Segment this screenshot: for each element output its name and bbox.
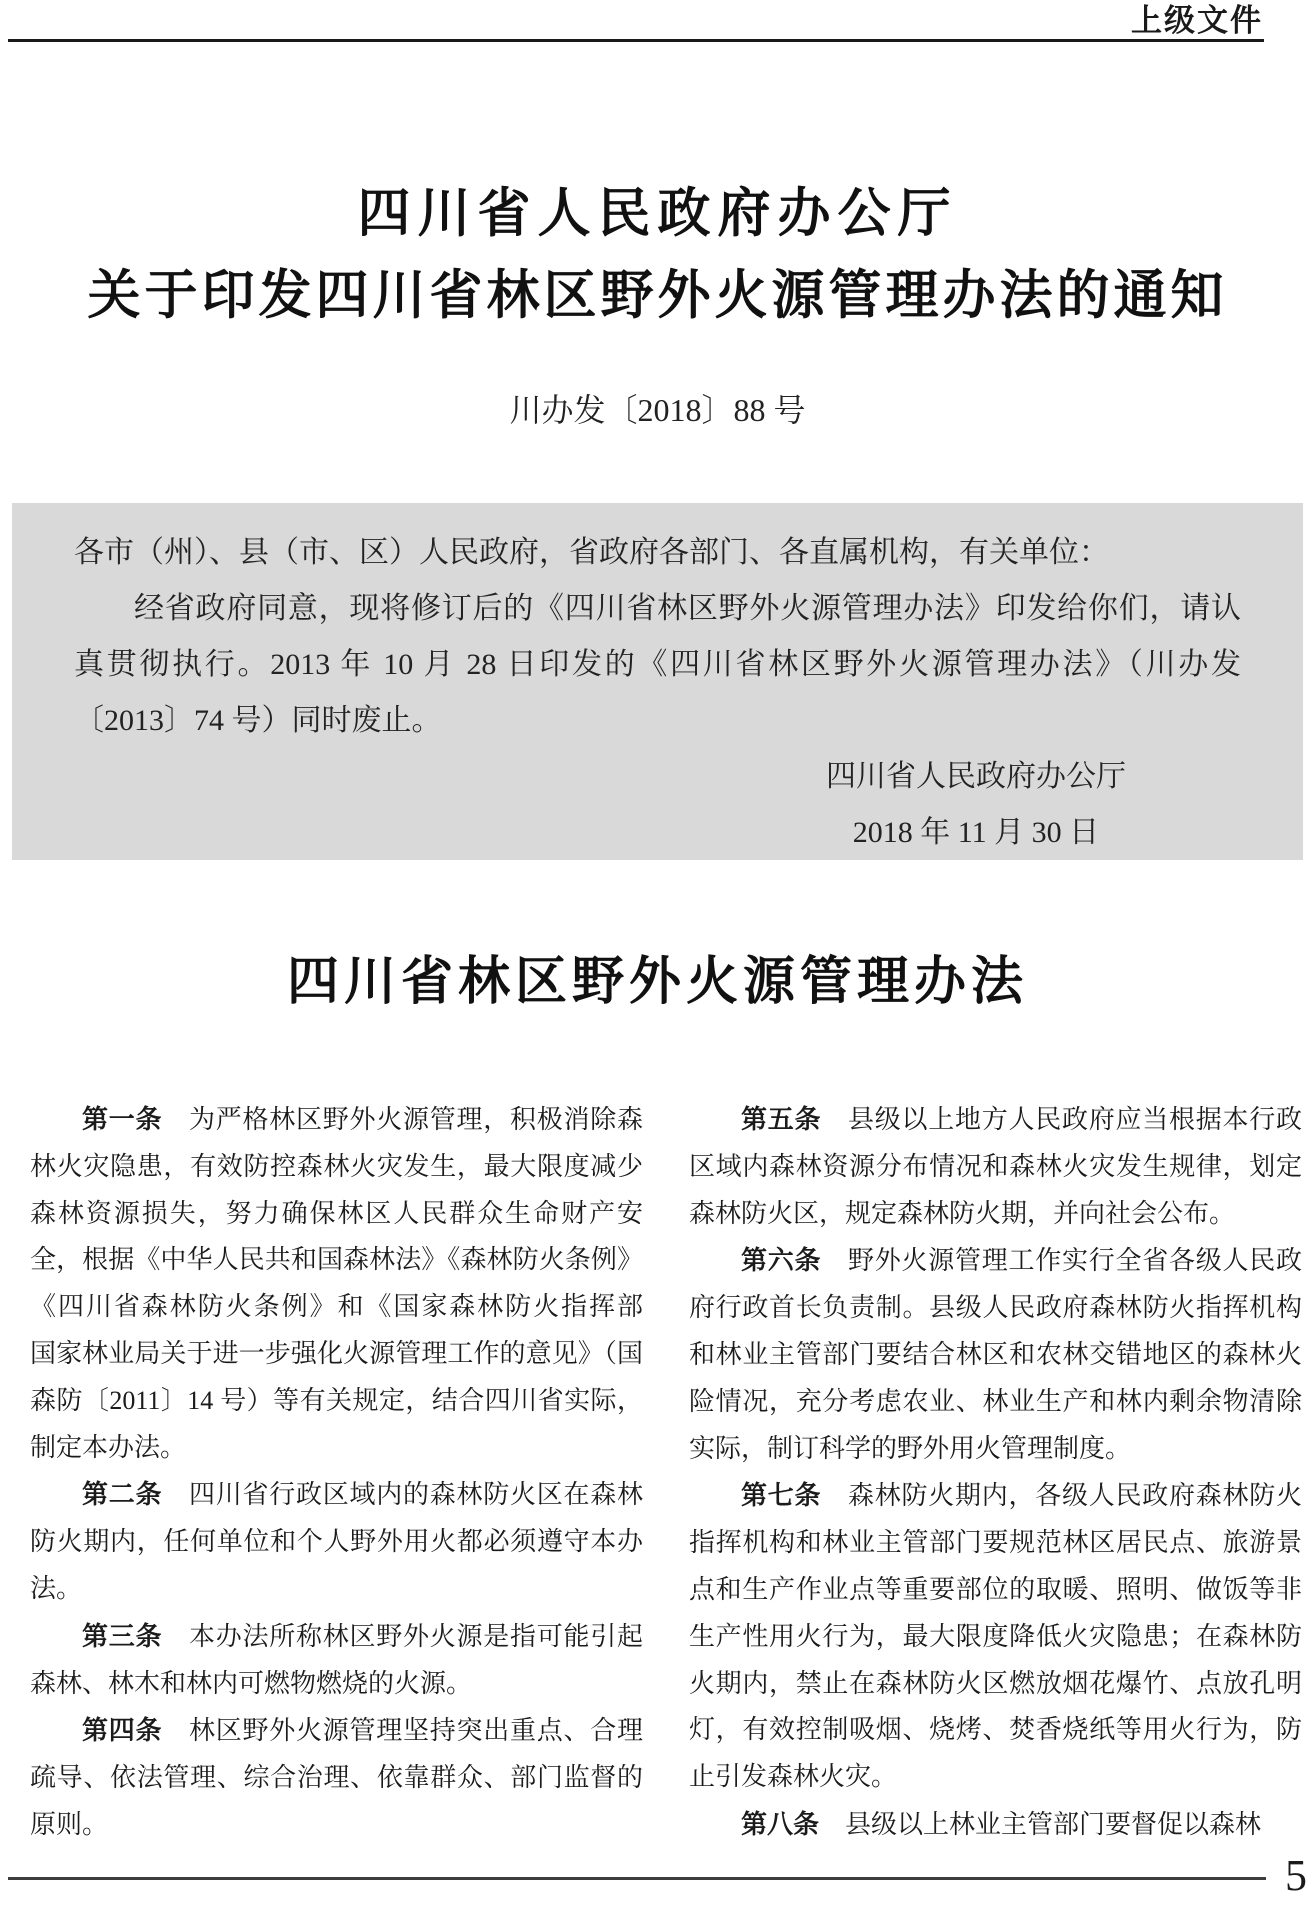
- article-text: 林区野外火源管理坚持突出重点、合理疏导、依法管理、综合治理、依靠群众、部门监督的原则。: [30, 1716, 643, 1839]
- regulation-column-left: [30, 1096, 670, 1849]
- article-number: 第五条: [741, 1104, 822, 1134]
- article-number: 第七条: [741, 1480, 822, 1511]
- page-number: 5: [1285, 1851, 1307, 1900]
- article-text: 森林防火期内，各级人民政府森林防火指挥机构和林业主管部门要规范林区居民点、旅游景点和生产作业点等重要部位的取暖、照明、做饭等非生产性用火行为，最大限度降低火灾隐患；在森林防火期内，禁止在森林防火区燃放烟花爆竹、点放孔明灯，有效控制吸烟、烧烤、焚香烧纸等用火行为，防止引发森林火灾。: [689, 1481, 1302, 1792]
- article-text: 野外火源管理工作实行全省各级人民政府行政首长负责制。县级人民政府森林防火指挥机构和林业主管部门要结合林区和农林交错地区的森林火险情况，充分考虑农业、林业生产和林内剩余物清除实际，制订科学的野外用火管理制度。: [689, 1246, 1302, 1463]
- article-paragraph: [30, 1707, 643, 1848]
- article-number: 第六条: [741, 1245, 822, 1276]
- article-paragraph: [30, 1471, 643, 1612]
- article-number: 第二条: [82, 1479, 163, 1510]
- regulation-column-right: [689, 1096, 1302, 1849]
- header-rule: [8, 39, 1264, 42]
- article-number: 第三条: [82, 1620, 163, 1651]
- running-head-label: 上级文件: [1131, 3, 1263, 38]
- article-paragraph: [30, 1613, 643, 1708]
- footer-rule: [8, 1877, 1266, 1880]
- article-text: 本办法所称林区野外火源是指可能引起森林、林木和林内可燃物燃烧的火源。: [30, 1621, 643, 1698]
- document-number: 川办发〔2018〕88 号: [509, 392, 806, 428]
- article-text: 四川省行政区域内的森林防火区在森林防火期内，任何单位和个人野外用火都必须遵守本办法。: [30, 1480, 643, 1603]
- regulation-body: [30, 1096, 1302, 1849]
- notice-title: [0, 183, 1315, 327]
- notice-title-line1: 四川省人民政府办公厅: [357, 185, 958, 243]
- letter-salutation: 各市（州）、县（市、区）人民政府，省政府各部门、各直属机构，有关单位：: [74, 536, 1109, 569]
- article-text: 为严格林区野外火源管理，积极消除森林火灾隐患，有效防控森林火灾发生，最大限度减少森林资源损失，努力确保林区人民群众生命财产安全，根据《中华人民共和国森林法》《森林防火条例》《四川省森林防火条例》和《国家森林防火指挥部 国家林业局关于进一步强化火源管理工作的意见》（国森防〔2011〕14 号）等有关规定，结合四川省实际，制定本办法。: [30, 1105, 670, 1462]
- article-paragraph: [689, 1472, 1302, 1801]
- article-paragraph: [689, 1801, 1302, 1849]
- letter-date: 2018 年 11 月 30 日: [852, 816, 1100, 849]
- letter-box: [12, 503, 1303, 860]
- article-number: 第八条: [741, 1808, 820, 1839]
- letter-body: 经省政府同意，现将修订后的《四川省林区野外火源管理办法》印发给你们，请认真贯彻执行。2013 年 10 月 28 日印发的《四川省林区野外火源管理办法》（川办发〔2013〕74 号）同时废止。: [74, 592, 1241, 737]
- article-paragraph: [689, 1237, 1302, 1472]
- article-text: 县级以上林业主管部门要督促以森林: [819, 1809, 1262, 1839]
- letter-signature-block: [74, 749, 1241, 861]
- notice-title-line2: 关于印发四川省林区野外火源管理办法的通知: [87, 267, 1228, 325]
- regulation-title: 四川省林区野外火源管理办法: [286, 954, 1028, 1011]
- article-number: 第一条: [82, 1104, 163, 1134]
- article-text: 县级以上地方人民政府应当根据本行政区域内森林资源分布情况和森林火灾发生规律，划定森林防火区，规定森林防火期，并向社会公布。: [689, 1105, 1302, 1228]
- letter-signature: 四川省人民政府办公厅: [826, 760, 1126, 793]
- article-paragraph: [30, 1096, 670, 1471]
- article-paragraph: [689, 1096, 1302, 1237]
- article-number: 第四条: [82, 1715, 163, 1746]
